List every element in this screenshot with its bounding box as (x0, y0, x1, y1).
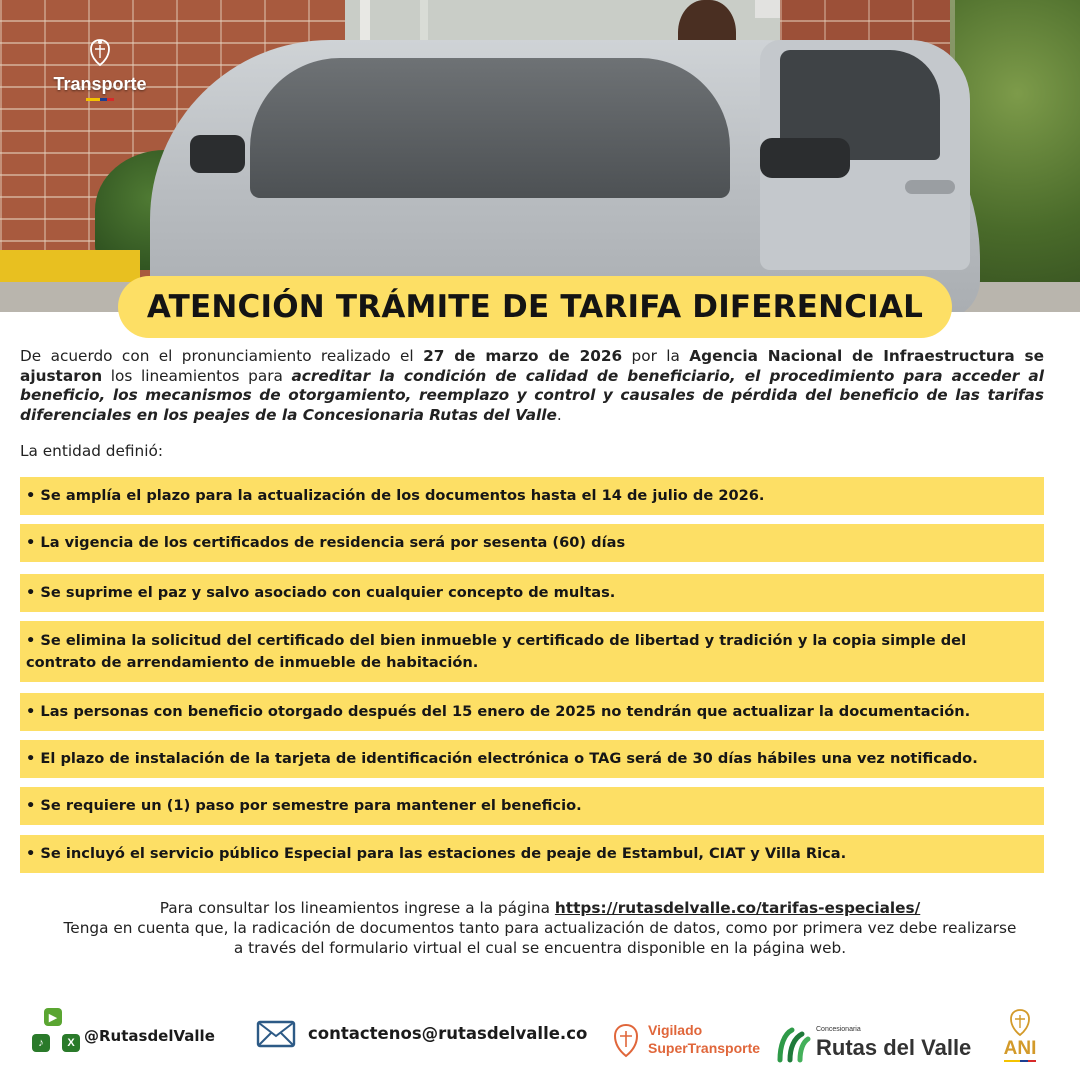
coat-of-arms-icon (610, 1022, 642, 1060)
flag-red (107, 98, 114, 101)
social-icons (32, 1008, 82, 1056)
intro-text: . (556, 405, 562, 424)
intro-text: De acuerdo con el pronunciamiento realizado el (20, 347, 424, 365)
bullet-item (20, 787, 1044, 825)
ani-logo (998, 1008, 1042, 1068)
footer-note (20, 898, 1060, 958)
coat-of-arms-icon (1007, 1008, 1033, 1038)
youtube-icon[interactable]: ▶ (44, 1008, 62, 1026)
vigilado-supertransporte-logo (610, 1020, 770, 1062)
rutas-del-valle-label: Rutas del Valle (816, 1035, 972, 1060)
bullet-text: • La vigencia de los certificados de residencia será por sesenta (60) días (26, 534, 626, 551)
x-icon[interactable]: X (62, 1034, 80, 1052)
bullet-text: • Se amplía el plazo para la actualización de los documentos hasta el 14 de julio de 2026. (26, 487, 765, 504)
flag-blue (1020, 1060, 1028, 1062)
supertransporte-label: SuperTransporte (648, 1040, 761, 1056)
footer-line-2: Tenga en cuenta que, la radicación de documentos tanto para actualización de datos, como por primera vez debe realizarse (63, 919, 1017, 937)
bullet-text: • Se requiere un (1) paso por semestre para mantener el beneficio. (26, 797, 582, 814)
transporte-logo (48, 38, 152, 101)
vigilado-label: Vigilado (648, 1022, 703, 1038)
tiktok-icon[interactable]: ♪ (32, 1034, 50, 1052)
footer-line-1 (20, 898, 1060, 918)
mail-icon (256, 1020, 296, 1048)
intro-emphasis: acreditar la condición de calidad de beneficiario, el procedimiento para acceder al beneficio, los mecanismos de otorgamiento, reemplazo y control y causales de pérdida del beneficio de las tarifas diferenciales en los peajes de la Concesionaria Rutas del Valle (20, 366, 1044, 424)
bullet-item (20, 693, 1044, 731)
intro-entity: Agencia Nacional de Infraestructura se ajustaron (20, 347, 1044, 385)
ani-label: ANI (1003, 1038, 1037, 1059)
flag-yellow (1004, 1060, 1020, 1062)
rutas-del-valle-logo (774, 1024, 984, 1064)
bullet-item (20, 740, 1044, 778)
social-handle[interactable]: @RutasdelValle (84, 1027, 215, 1045)
page-title: ATENCIÓN TRÁMITE DE TARIFA DIFERENCIAL (146, 289, 924, 325)
bullet-item (20, 621, 1044, 682)
coat-of-arms-icon (87, 38, 113, 68)
car-mirror-right (760, 138, 850, 178)
flag-yellow (86, 98, 100, 101)
guidelines-link[interactable]: https://rutasdelvalle.co/tarifas-especiales/ (554, 899, 921, 917)
footer-line-3: a través del formulario virtual el cual se encuentra disponible en la página web. (233, 939, 847, 957)
intro-paragraph (20, 347, 1044, 425)
car-mirror-left (190, 135, 245, 173)
hero-photo (0, 0, 1080, 312)
car-door-handle (905, 180, 955, 194)
concesionaria-label: Concesionaria (816, 1026, 861, 1033)
intro-text: los lineamientos para (102, 366, 292, 385)
flag-blue (100, 98, 107, 101)
logo-text: Transporte (53, 74, 147, 94)
title-banner (118, 276, 952, 338)
intro-date: 27 de marzo de 2026 (423, 347, 623, 365)
bullet-text: • Se elimina la solicitud del certificado del bien inmueble y certificado de libertad y tradición y la copia simple del contrato de arrendamiento de inmueble de habitación. (26, 631, 967, 671)
contact-email[interactable]: contactenos@rutasdelvalle.co (308, 1024, 588, 1043)
bullet-text: • Se suprime el paz y salvo asociado con cualquier concepto de multas. (26, 584, 616, 601)
bullet-item (20, 477, 1044, 515)
intro-text: por la (622, 347, 690, 365)
bullet-item (20, 524, 1044, 562)
bullet-text: • El plazo de instalación de la tarjeta de identificación electrónica o TAG será de 30 días hábiles una vez notificado. (26, 750, 978, 767)
bullet-text: • Se incluyó el servicio público Especial para las estaciones de peaje de Estambul, CIAT y Villa Rica. (26, 845, 847, 862)
lead-text: La entidad definió: (20, 442, 163, 460)
bullet-item (20, 835, 1044, 873)
bullet-text: • Las personas con beneficio otorgado después del 15 enero de 2025 no tendrán que actualizar la documentación. (26, 703, 971, 720)
bullet-item (20, 574, 1044, 612)
car-windshield (250, 58, 730, 198)
colombia-flag-stripe (998, 1060, 1042, 1062)
rutas-mark-icon (774, 1026, 812, 1064)
footer-text: Para consultar los lineamientos ingrese a la página (159, 899, 555, 917)
flag-red (1028, 1060, 1036, 1062)
colombia-flag-stripe (48, 98, 152, 101)
